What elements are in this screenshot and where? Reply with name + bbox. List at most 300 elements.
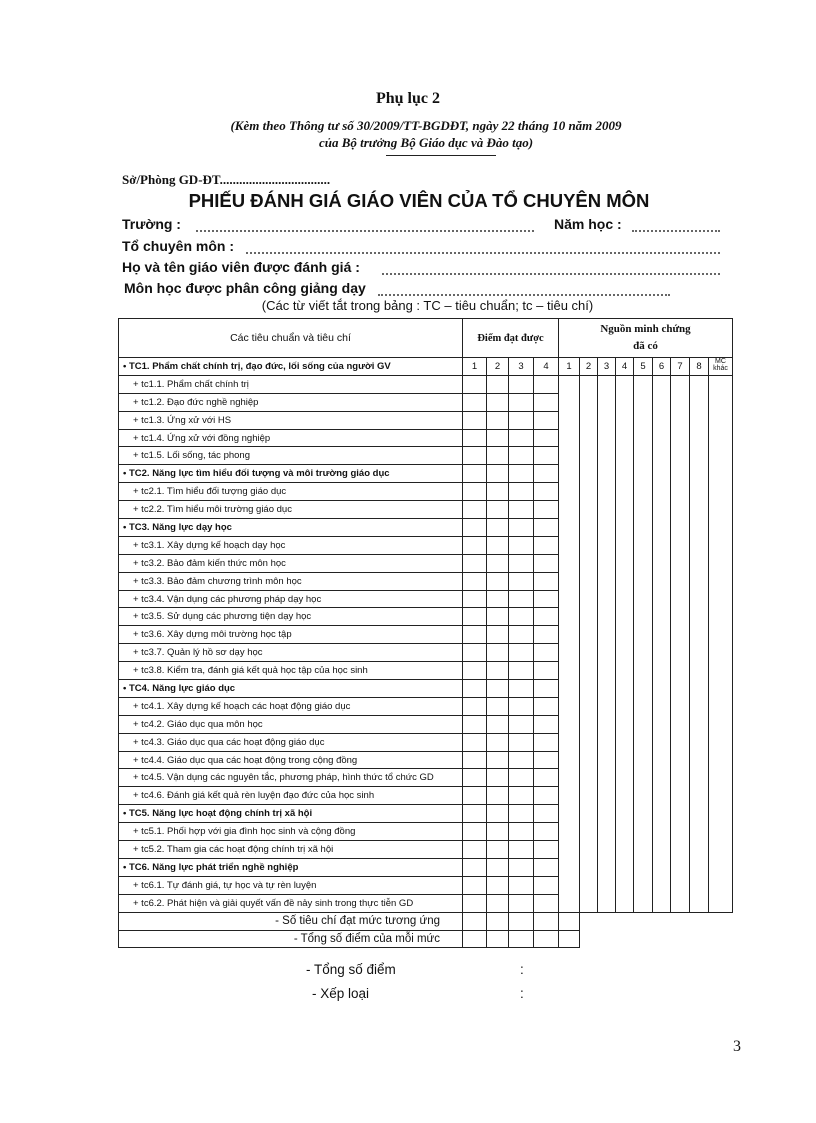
score-cell[interactable] bbox=[509, 483, 534, 501]
evidence-cell[interactable] bbox=[709, 501, 733, 519]
evidence-cell[interactable] bbox=[634, 519, 653, 537]
score-cell[interactable] bbox=[463, 393, 487, 411]
evidence-cell[interactable] bbox=[559, 483, 580, 501]
evidence-cell[interactable] bbox=[690, 393, 709, 411]
score-cell[interactable] bbox=[509, 447, 534, 465]
evidence-cell[interactable] bbox=[690, 519, 709, 537]
evidence-cell[interactable] bbox=[580, 375, 598, 393]
school-fill-line[interactable] bbox=[196, 218, 534, 232]
evidence-cell[interactable] bbox=[580, 465, 598, 483]
score-cell[interactable] bbox=[509, 393, 534, 411]
evidence-cell[interactable] bbox=[598, 393, 616, 411]
evidence-cell[interactable] bbox=[671, 465, 690, 483]
evidence-cell[interactable] bbox=[634, 697, 653, 715]
evidence-cell[interactable] bbox=[634, 554, 653, 572]
score-cell[interactable] bbox=[534, 483, 559, 501]
evidence-cell[interactable] bbox=[671, 805, 690, 823]
evidence-cell[interactable] bbox=[709, 894, 733, 912]
evidence-cell[interactable] bbox=[634, 662, 653, 680]
summary-score-cell[interactable] bbox=[509, 912, 534, 930]
summary-score-cell[interactable] bbox=[463, 930, 487, 948]
evidence-cell[interactable] bbox=[559, 894, 580, 912]
evidence-cell[interactable] bbox=[653, 554, 671, 572]
evidence-cell[interactable] bbox=[653, 519, 671, 537]
evidence-cell[interactable] bbox=[580, 411, 598, 429]
evidence-cell[interactable] bbox=[671, 715, 690, 733]
score-cell[interactable] bbox=[463, 375, 487, 393]
evidence-cell[interactable] bbox=[671, 769, 690, 787]
evidence-cell[interactable] bbox=[616, 751, 634, 769]
evidence-cell[interactable] bbox=[653, 572, 671, 590]
score-cell[interactable] bbox=[463, 769, 487, 787]
score-cell[interactable] bbox=[487, 805, 509, 823]
evidence-cell[interactable] bbox=[616, 787, 634, 805]
evidence-cell[interactable] bbox=[690, 894, 709, 912]
score-cell[interactable] bbox=[487, 554, 509, 572]
score-cell[interactable] bbox=[534, 608, 559, 626]
score-cell[interactable] bbox=[487, 519, 509, 537]
evidence-cell[interactable] bbox=[598, 751, 616, 769]
evidence-cell[interactable] bbox=[616, 429, 634, 447]
evidence-cell[interactable] bbox=[653, 751, 671, 769]
evidence-cell[interactable] bbox=[671, 429, 690, 447]
evidence-cell[interactable] bbox=[559, 751, 580, 769]
evidence-cell[interactable] bbox=[634, 375, 653, 393]
evidence-cell[interactable] bbox=[690, 805, 709, 823]
evidence-cell[interactable] bbox=[559, 590, 580, 608]
score-cell[interactable] bbox=[534, 393, 559, 411]
score-cell[interactable] bbox=[509, 429, 534, 447]
score-cell[interactable] bbox=[534, 894, 559, 912]
score-cell[interactable] bbox=[487, 411, 509, 429]
score-cell[interactable] bbox=[487, 662, 509, 680]
evidence-cell[interactable] bbox=[634, 858, 653, 876]
evidence-cell[interactable] bbox=[690, 411, 709, 429]
evidence-cell[interactable] bbox=[598, 697, 616, 715]
score-cell[interactable] bbox=[487, 447, 509, 465]
evidence-cell[interactable] bbox=[634, 805, 653, 823]
score-cell[interactable] bbox=[463, 465, 487, 483]
evidence-cell[interactable] bbox=[598, 823, 616, 841]
evidence-cell[interactable] bbox=[690, 447, 709, 465]
evidence-cell[interactable] bbox=[709, 572, 733, 590]
evidence-cell[interactable] bbox=[709, 375, 733, 393]
evidence-cell[interactable] bbox=[580, 519, 598, 537]
evidence-cell[interactable] bbox=[671, 733, 690, 751]
evidence-cell[interactable] bbox=[616, 572, 634, 590]
score-cell[interactable] bbox=[534, 554, 559, 572]
evidence-cell[interactable] bbox=[598, 429, 616, 447]
evidence-cell[interactable] bbox=[559, 769, 580, 787]
evidence-cell[interactable] bbox=[671, 841, 690, 859]
evidence-cell[interactable] bbox=[559, 626, 580, 644]
evidence-cell[interactable] bbox=[598, 626, 616, 644]
evidence-cell[interactable] bbox=[580, 733, 598, 751]
evidence-cell[interactable] bbox=[559, 429, 580, 447]
evidence-cell[interactable] bbox=[690, 876, 709, 894]
evidence-cell[interactable] bbox=[653, 876, 671, 894]
evidence-cell[interactable] bbox=[616, 805, 634, 823]
evidence-cell[interactable] bbox=[709, 429, 733, 447]
evidence-cell[interactable] bbox=[559, 858, 580, 876]
evidence-cell[interactable] bbox=[616, 590, 634, 608]
evidence-cell[interactable] bbox=[634, 572, 653, 590]
score-cell[interactable] bbox=[463, 429, 487, 447]
evidence-cell[interactable] bbox=[559, 680, 580, 698]
score-cell[interactable] bbox=[463, 715, 487, 733]
evidence-cell[interactable] bbox=[580, 501, 598, 519]
school-year-fill-line[interactable] bbox=[632, 218, 720, 232]
evidence-cell[interactable] bbox=[559, 375, 580, 393]
evidence-cell[interactable] bbox=[616, 715, 634, 733]
evidence-cell[interactable] bbox=[653, 626, 671, 644]
evidence-cell[interactable] bbox=[616, 393, 634, 411]
score-cell[interactable] bbox=[487, 894, 509, 912]
evidence-cell[interactable] bbox=[709, 662, 733, 680]
score-cell[interactable] bbox=[534, 823, 559, 841]
evidence-cell[interactable] bbox=[559, 841, 580, 859]
evidence-cell[interactable] bbox=[580, 608, 598, 626]
score-cell[interactable] bbox=[487, 841, 509, 859]
evidence-cell[interactable] bbox=[634, 608, 653, 626]
score-cell[interactable] bbox=[463, 662, 487, 680]
score-cell[interactable] bbox=[509, 733, 534, 751]
score-cell[interactable] bbox=[463, 644, 487, 662]
evidence-cell[interactable] bbox=[709, 715, 733, 733]
score-cell[interactable] bbox=[463, 858, 487, 876]
evidence-cell[interactable] bbox=[634, 483, 653, 501]
score-cell[interactable] bbox=[463, 501, 487, 519]
evidence-cell[interactable] bbox=[653, 787, 671, 805]
evidence-cell[interactable] bbox=[709, 483, 733, 501]
evidence-cell[interactable] bbox=[559, 393, 580, 411]
score-cell[interactable] bbox=[463, 447, 487, 465]
score-cell[interactable] bbox=[534, 644, 559, 662]
evidence-cell[interactable] bbox=[559, 411, 580, 429]
evidence-cell[interactable] bbox=[709, 536, 733, 554]
evidence-cell[interactable] bbox=[671, 536, 690, 554]
evidence-cell[interactable] bbox=[580, 662, 598, 680]
evidence-cell[interactable] bbox=[709, 465, 733, 483]
score-cell[interactable] bbox=[509, 501, 534, 519]
evidence-cell[interactable] bbox=[690, 590, 709, 608]
score-cell[interactable] bbox=[509, 554, 534, 572]
score-cell[interactable] bbox=[463, 805, 487, 823]
evidence-cell[interactable] bbox=[709, 644, 733, 662]
score-cell[interactable] bbox=[534, 375, 559, 393]
evidence-cell[interactable] bbox=[580, 876, 598, 894]
evidence-cell[interactable] bbox=[671, 572, 690, 590]
evidence-cell[interactable] bbox=[580, 429, 598, 447]
evidence-cell[interactable] bbox=[580, 644, 598, 662]
evidence-cell[interactable] bbox=[671, 447, 690, 465]
score-cell[interactable] bbox=[534, 733, 559, 751]
evidence-cell[interactable] bbox=[580, 769, 598, 787]
evidence-cell[interactable] bbox=[653, 697, 671, 715]
evidence-cell[interactable] bbox=[690, 841, 709, 859]
evidence-cell[interactable] bbox=[690, 733, 709, 751]
score-cell[interactable] bbox=[487, 626, 509, 644]
evidence-cell[interactable] bbox=[709, 554, 733, 572]
evidence-cell[interactable] bbox=[709, 823, 733, 841]
evidence-cell[interactable] bbox=[671, 697, 690, 715]
evidence-cell[interactable] bbox=[709, 733, 733, 751]
score-cell[interactable] bbox=[534, 590, 559, 608]
score-cell[interactable] bbox=[509, 876, 534, 894]
score-cell[interactable] bbox=[487, 769, 509, 787]
evidence-cell[interactable] bbox=[616, 536, 634, 554]
score-cell[interactable] bbox=[509, 465, 534, 483]
evidence-cell[interactable] bbox=[709, 680, 733, 698]
score-cell[interactable] bbox=[509, 787, 534, 805]
evidence-cell[interactable] bbox=[653, 411, 671, 429]
evidence-cell[interactable] bbox=[634, 626, 653, 644]
evidence-cell[interactable] bbox=[580, 823, 598, 841]
evidence-cell[interactable] bbox=[653, 393, 671, 411]
evidence-cell[interactable] bbox=[671, 608, 690, 626]
evidence-cell[interactable] bbox=[634, 876, 653, 894]
evidence-cell[interactable] bbox=[634, 393, 653, 411]
evidence-cell[interactable] bbox=[598, 787, 616, 805]
evidence-cell[interactable] bbox=[616, 876, 634, 894]
score-cell[interactable] bbox=[487, 393, 509, 411]
evidence-cell[interactable] bbox=[580, 483, 598, 501]
evidence-cell[interactable] bbox=[653, 429, 671, 447]
evidence-cell[interactable] bbox=[559, 876, 580, 894]
evidence-cell[interactable] bbox=[690, 697, 709, 715]
evidence-cell[interactable] bbox=[616, 501, 634, 519]
evidence-cell[interactable] bbox=[653, 536, 671, 554]
evidence-cell[interactable] bbox=[580, 697, 598, 715]
evidence-cell[interactable] bbox=[671, 680, 690, 698]
evidence-cell[interactable] bbox=[580, 894, 598, 912]
score-cell[interactable] bbox=[463, 680, 487, 698]
evidence-cell[interactable] bbox=[559, 501, 580, 519]
evidence-cell[interactable] bbox=[559, 554, 580, 572]
evidence-cell[interactable] bbox=[598, 805, 616, 823]
evidence-cell[interactable] bbox=[634, 429, 653, 447]
score-cell[interactable] bbox=[487, 787, 509, 805]
score-cell[interactable] bbox=[534, 858, 559, 876]
score-cell[interactable] bbox=[509, 662, 534, 680]
evidence-cell[interactable] bbox=[690, 769, 709, 787]
evidence-cell[interactable] bbox=[580, 393, 598, 411]
evidence-cell[interactable] bbox=[671, 411, 690, 429]
evidence-cell[interactable] bbox=[634, 751, 653, 769]
evidence-cell[interactable] bbox=[709, 590, 733, 608]
score-cell[interactable] bbox=[463, 876, 487, 894]
evidence-cell[interactable] bbox=[671, 590, 690, 608]
score-cell[interactable] bbox=[534, 536, 559, 554]
evidence-cell[interactable] bbox=[690, 787, 709, 805]
evidence-cell[interactable] bbox=[598, 447, 616, 465]
evidence-cell[interactable] bbox=[616, 858, 634, 876]
evidence-cell[interactable] bbox=[690, 465, 709, 483]
score-cell[interactable] bbox=[509, 858, 534, 876]
evidence-cell[interactable] bbox=[634, 590, 653, 608]
score-cell[interactable] bbox=[487, 375, 509, 393]
score-cell[interactable] bbox=[534, 447, 559, 465]
evidence-cell[interactable] bbox=[559, 447, 580, 465]
evidence-cell[interactable] bbox=[653, 644, 671, 662]
evidence-cell[interactable] bbox=[653, 769, 671, 787]
summary-score-cell[interactable] bbox=[534, 930, 559, 948]
score-cell[interactable] bbox=[463, 608, 487, 626]
evidence-cell[interactable] bbox=[634, 465, 653, 483]
evidence-cell[interactable] bbox=[653, 662, 671, 680]
teacher-name-fill-line[interactable] bbox=[382, 261, 720, 275]
evidence-cell[interactable] bbox=[616, 626, 634, 644]
score-cell[interactable] bbox=[463, 554, 487, 572]
score-cell[interactable] bbox=[463, 733, 487, 751]
evidence-cell[interactable] bbox=[671, 644, 690, 662]
score-cell[interactable] bbox=[509, 608, 534, 626]
evidence-cell[interactable] bbox=[616, 411, 634, 429]
evidence-cell[interactable] bbox=[580, 858, 598, 876]
evidence-cell[interactable] bbox=[559, 787, 580, 805]
evidence-cell[interactable] bbox=[653, 841, 671, 859]
evidence-cell[interactable] bbox=[598, 894, 616, 912]
evidence-cell[interactable] bbox=[634, 823, 653, 841]
score-cell[interactable] bbox=[534, 411, 559, 429]
score-cell[interactable] bbox=[509, 894, 534, 912]
score-cell[interactable] bbox=[463, 823, 487, 841]
evidence-cell[interactable] bbox=[634, 680, 653, 698]
summary-score-cell[interactable] bbox=[509, 930, 534, 948]
summary-score-cell[interactable] bbox=[534, 912, 559, 930]
evidence-cell[interactable] bbox=[671, 375, 690, 393]
evidence-cell[interactable] bbox=[580, 572, 598, 590]
evidence-cell[interactable] bbox=[690, 572, 709, 590]
evidence-cell[interactable] bbox=[671, 787, 690, 805]
score-cell[interactable] bbox=[463, 411, 487, 429]
evidence-cell[interactable] bbox=[616, 644, 634, 662]
summary-score-cell[interactable] bbox=[487, 912, 509, 930]
evidence-cell[interactable] bbox=[653, 590, 671, 608]
evidence-cell[interactable] bbox=[598, 644, 616, 662]
evidence-cell[interactable] bbox=[690, 626, 709, 644]
score-cell[interactable] bbox=[463, 519, 487, 537]
evidence-cell[interactable] bbox=[709, 447, 733, 465]
evidence-cell[interactable] bbox=[580, 715, 598, 733]
evidence-cell[interactable] bbox=[690, 751, 709, 769]
evidence-cell[interactable] bbox=[690, 375, 709, 393]
score-cell[interactable] bbox=[509, 715, 534, 733]
score-cell[interactable] bbox=[509, 626, 534, 644]
evidence-cell[interactable] bbox=[690, 644, 709, 662]
score-cell[interactable] bbox=[487, 429, 509, 447]
score-cell[interactable] bbox=[509, 572, 534, 590]
evidence-cell[interactable] bbox=[709, 858, 733, 876]
evidence-cell[interactable] bbox=[634, 447, 653, 465]
score-cell[interactable] bbox=[534, 572, 559, 590]
subject-fill-line[interactable] bbox=[378, 282, 670, 296]
score-cell[interactable] bbox=[487, 608, 509, 626]
summary-score-cell[interactable] bbox=[463, 912, 487, 930]
evidence-cell[interactable] bbox=[559, 805, 580, 823]
score-cell[interactable] bbox=[534, 626, 559, 644]
evidence-cell[interactable] bbox=[616, 680, 634, 698]
evidence-cell[interactable] bbox=[559, 823, 580, 841]
score-cell[interactable] bbox=[534, 751, 559, 769]
score-cell[interactable] bbox=[534, 429, 559, 447]
evidence-cell[interactable] bbox=[598, 662, 616, 680]
evidence-cell[interactable] bbox=[598, 519, 616, 537]
evidence-cell[interactable] bbox=[598, 715, 616, 733]
evidence-cell[interactable] bbox=[709, 769, 733, 787]
score-cell[interactable] bbox=[463, 536, 487, 554]
evidence-cell[interactable] bbox=[616, 465, 634, 483]
evidence-cell[interactable] bbox=[709, 787, 733, 805]
evidence-cell[interactable] bbox=[559, 465, 580, 483]
evidence-cell[interactable] bbox=[690, 483, 709, 501]
evidence-cell[interactable] bbox=[616, 554, 634, 572]
evidence-cell[interactable] bbox=[616, 608, 634, 626]
evidence-cell[interactable] bbox=[709, 626, 733, 644]
evidence-cell[interactable] bbox=[616, 697, 634, 715]
evidence-cell[interactable] bbox=[709, 697, 733, 715]
score-cell[interactable] bbox=[487, 733, 509, 751]
score-cell[interactable] bbox=[509, 751, 534, 769]
evidence-cell[interactable] bbox=[690, 823, 709, 841]
score-cell[interactable] bbox=[509, 590, 534, 608]
evidence-cell[interactable] bbox=[616, 894, 634, 912]
evidence-cell[interactable] bbox=[616, 519, 634, 537]
score-cell[interactable] bbox=[509, 841, 534, 859]
score-cell[interactable] bbox=[463, 841, 487, 859]
evidence-cell[interactable] bbox=[634, 536, 653, 554]
evidence-cell[interactable] bbox=[653, 501, 671, 519]
score-cell[interactable] bbox=[509, 536, 534, 554]
summary-score-cell[interactable] bbox=[487, 930, 509, 948]
evidence-cell[interactable] bbox=[616, 662, 634, 680]
evidence-cell[interactable] bbox=[598, 769, 616, 787]
evidence-cell[interactable] bbox=[690, 554, 709, 572]
score-cell[interactable] bbox=[487, 680, 509, 698]
score-cell[interactable] bbox=[534, 715, 559, 733]
evidence-cell[interactable] bbox=[709, 608, 733, 626]
evidence-cell[interactable] bbox=[653, 858, 671, 876]
evidence-cell[interactable] bbox=[598, 572, 616, 590]
score-cell[interactable] bbox=[534, 501, 559, 519]
score-cell[interactable] bbox=[463, 590, 487, 608]
score-cell[interactable] bbox=[487, 858, 509, 876]
evidence-cell[interactable] bbox=[690, 662, 709, 680]
score-cell[interactable] bbox=[463, 483, 487, 501]
evidence-cell[interactable] bbox=[616, 375, 634, 393]
score-cell[interactable] bbox=[509, 769, 534, 787]
evidence-cell[interactable] bbox=[598, 375, 616, 393]
evidence-cell[interactable] bbox=[709, 876, 733, 894]
evidence-cell[interactable] bbox=[671, 894, 690, 912]
score-cell[interactable] bbox=[463, 894, 487, 912]
score-cell[interactable] bbox=[509, 805, 534, 823]
score-cell[interactable] bbox=[534, 697, 559, 715]
score-cell[interactable] bbox=[534, 465, 559, 483]
evidence-cell[interactable] bbox=[559, 697, 580, 715]
score-cell[interactable] bbox=[463, 697, 487, 715]
score-cell[interactable] bbox=[487, 876, 509, 894]
evidence-cell[interactable] bbox=[690, 536, 709, 554]
evidence-cell[interactable] bbox=[616, 447, 634, 465]
evidence-cell[interactable] bbox=[671, 519, 690, 537]
evidence-cell[interactable] bbox=[709, 805, 733, 823]
score-cell[interactable] bbox=[509, 375, 534, 393]
score-cell[interactable] bbox=[487, 823, 509, 841]
evidence-cell[interactable] bbox=[634, 411, 653, 429]
evidence-cell[interactable] bbox=[634, 894, 653, 912]
score-cell[interactable] bbox=[509, 519, 534, 537]
